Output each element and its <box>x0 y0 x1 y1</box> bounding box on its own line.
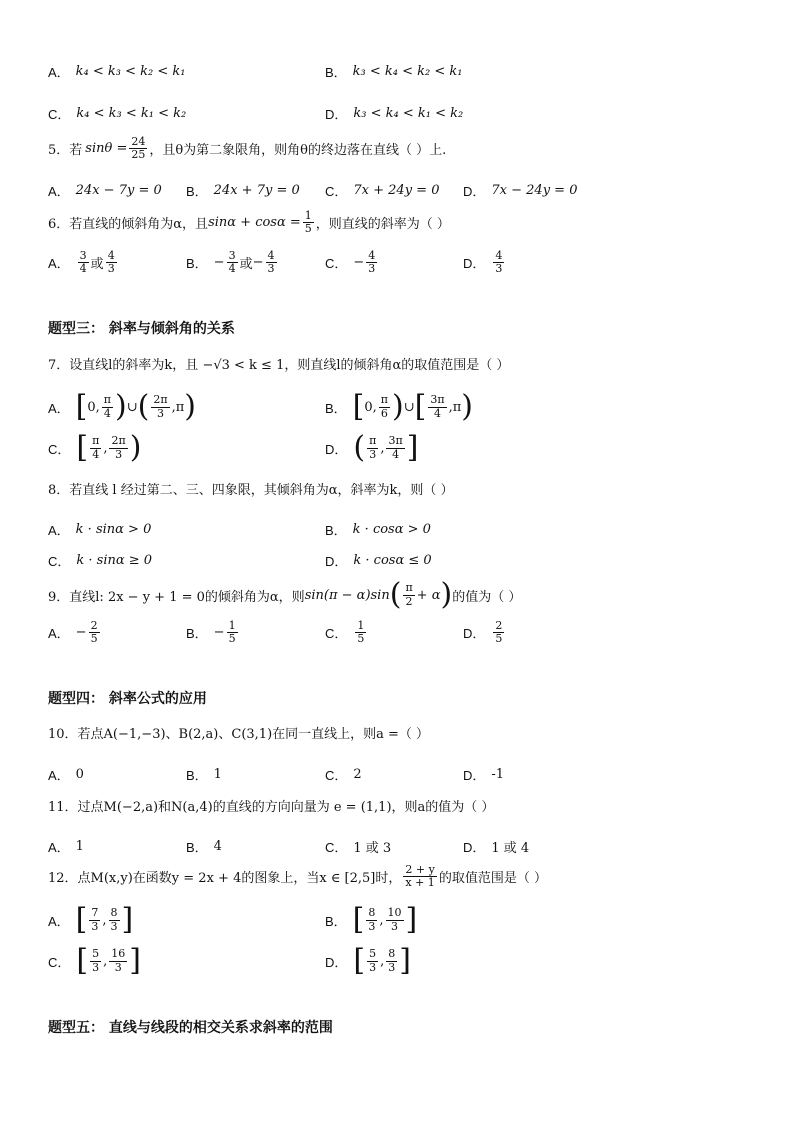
question-7: 7．设直线l的斜率为k，且 −√3 < k ≤ 1，则直线l的倾斜角α的取值范围是（ ） <box>48 358 510 373</box>
q9-option-c: C． $\frac{1}{5}$ <box>325 619 365 646</box>
q6-option-c: C． − $\frac{4}{3}$ <box>325 249 376 276</box>
q6-option-a: A． $\frac{3}{4}$ 或 $\frac{4}{3}$ <box>48 249 115 276</box>
q10-option-d: D． -1 <box>463 767 505 783</box>
q9-option-b: B． − $\frac{1}{5}$ <box>186 619 236 646</box>
q5-option-d: D． 7x − 24y = 0 <box>463 183 578 199</box>
q5-option-b: B． 24x + 7y = 0 <box>186 183 300 199</box>
q8-option-b: B． k · cosα > 0 <box>325 522 431 538</box>
q8-option-c: C． k · sinα ≥ 0 <box>48 553 153 569</box>
q7-option-b: B． [ 0, $\frac{\pi}{6}$ ) ∪ [ $\frac{3\pi}{4}$ , π ) <box>325 389 474 424</box>
q7-option-d: D． ( $\frac{\pi}{3}$ , $\frac{3\pi}{4}$ ] <box>325 430 419 465</box>
question-12: 12．点M(x,y)在函数y = 2x + 4的图象上，当x ∈ [2,5]时， $\frac{2 + y}{x + 1}$ 的取值范围是（ ） <box>48 863 547 890</box>
question-8: 8．若直线 l 经过第二、三、四象限，其倾斜角为α，斜率为k，则（ ） <box>48 483 454 498</box>
q7-option-c: C． [ $\frac{\pi}{4}$ , $\frac{2\pi}{3}$ ) <box>48 430 142 465</box>
q4-option-c: C． k₄ < k₃ < k₁ < k₂ <box>48 106 187 122</box>
q11-option-d: D． 1 或 4 <box>463 840 530 856</box>
q8-option-a: A． k · sinα > 0 <box>48 522 152 538</box>
question-5: 5．若 sinθ = $\frac{24}{25}$ ，且θ为第二象限角，则角θ的终边落在直线（ ）上. <box>48 135 447 162</box>
question-11: 11．过点M(−2,a)和N(a,4)的直线的方向向量为 e = (1,1)，则a的值为（ ） <box>48 800 495 815</box>
question-10: 10．若点A(−1,−3)、B(2,a)、C(3,1)在同一直线上，则a =（ ） <box>48 727 430 742</box>
q12-option-d: D． [ $\frac{5}{3}$ , $\frac{8}{3}$ ] <box>325 943 411 978</box>
question-6: 6．若直线的倾斜角为α，且 sinα + cosα = $\frac{1}{5}$ ，则直线的斜率为（ ） <box>48 209 450 236</box>
q11-option-a: A． 1 <box>48 839 84 855</box>
q7-option-a: A． [ 0, $\frac{\pi}{4}$ ) ∪ ( $\frac{2\pi}{3}$ , π ) <box>48 389 197 424</box>
q6-option-b: B． − $\frac{3}{4}$ 或 − $\frac{4}{3}$ <box>186 249 275 276</box>
q10-option-c: C． 2 <box>325 767 362 783</box>
q4-option-b: B． k₃ < k₄ < k₂ < k₁ <box>325 64 463 80</box>
q5-option-a: A． 24x − 7y = 0 <box>48 183 162 199</box>
q10-option-a: A． 0 <box>48 767 84 783</box>
q12-option-a: A． [ $\frac{7}{3}$ , $\frac{8}{3}$ ] <box>48 902 134 937</box>
q8-option-d: D． k · cosα ≤ 0 <box>325 553 432 569</box>
q4-option-a: A． k₄ < k₃ < k₂ < k₁ <box>48 64 186 80</box>
q6-option-d: D． $\frac{4}{3}$ <box>463 249 503 276</box>
q9-option-a: A． − $\frac{2}{5}$ <box>48 619 98 646</box>
question-9: 9．直线l: 2x − y + 1 = 0的倾斜角为α，则 sin(π − α)sin ( $\frac{\pi}{2}$ + α ) 的值为（ ） <box>48 577 522 612</box>
q9-option-d: D． $\frac{2}{5}$ <box>463 619 503 646</box>
q10-option-b: B． 1 <box>186 767 222 783</box>
q4-option-d: D． k₃ < k₄ < k₁ < k₂ <box>325 106 464 122</box>
section-heading-3: 题型三： 斜率与倾斜角的关系 <box>48 321 235 337</box>
section-heading-4: 题型四： 斜率公式的应用 <box>48 691 207 707</box>
q5-option-c: C． 7x + 24y = 0 <box>325 183 440 199</box>
q12-option-b: B． [ $\frac{8}{3}$ , $\frac{10}{3}$ ] <box>325 902 418 937</box>
q12-option-c: C． [ $\frac{5}{3}$ , $\frac{16}{3}$ ] <box>48 943 141 978</box>
q11-option-b: B． 4 <box>186 839 222 855</box>
q11-option-c: C． 1 或 3 <box>325 840 392 856</box>
section-heading-5: 题型五： 直线与线段的相交关系求斜率的范围 <box>48 1020 333 1036</box>
